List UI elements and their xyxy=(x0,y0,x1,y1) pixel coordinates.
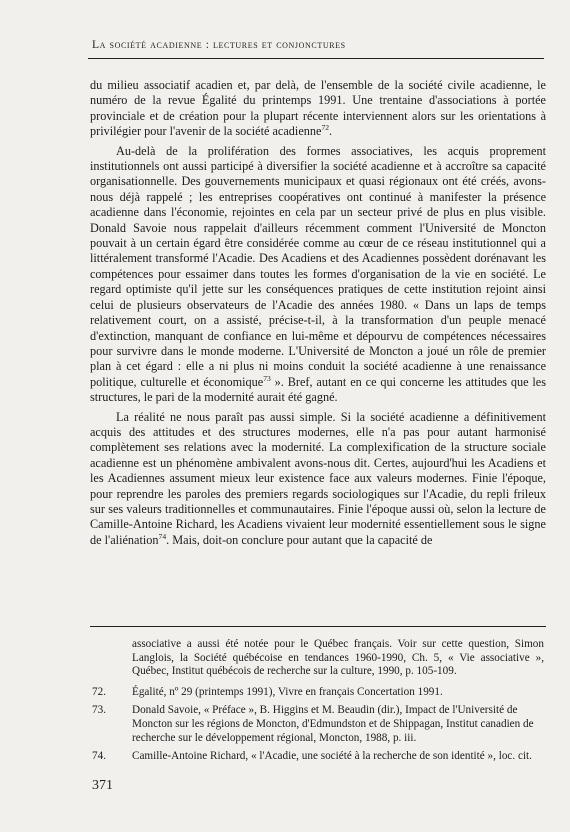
body-text xyxy=(90,78,546,552)
note-ref: 73 xyxy=(263,373,271,383)
footnote-text: Camille-Antoine Richard, « l'Acadie, une société à la recherche de son identité », loc. cit. xyxy=(132,750,532,763)
note-ref: 74 xyxy=(158,531,167,541)
footnotes xyxy=(92,638,544,769)
paragraph: La réalité ne nous paraît pas aussi simple. Si la société acadienne a définitivement acquis des attitudes et des structures modernes, elle n'a pas pour autant harmonisé complètement ses relations avec la modernité. La complexification de la structure sociale acadienne est un phénomène ambivalent avons-nous dit. Certes, aujourd'hui les Acadiens et les Acadiennes assument mieux leur existence face aux valeurs modernes. Finie l'époque, pour reprendre les paroles des premiers regards sociologiques sur l'Acadie, du repli frileux sur ses valeurs traditionnelles et communautaires. Finie l'époque aussi où, selon la lecture de Camille-Antoine Richard, les Acadiens vivaient leur modernité essentiellement sous le signe de l'aliénation$^{74}$. Mais, doit-on conclure pour autant que la capacité de xyxy=(90,409,546,547)
footnote xyxy=(92,704,544,745)
header-rule xyxy=(88,58,544,59)
footnote-text: Donald Savoie, « Préface », B. Higgins et M. Beaudin (dir.), Impact de l'Université de Moncton sur les régions de Moncton, d'Edmundston et de Shippagan, Institut canadien de recherche sur le développement régional, Moncton, 1988, p. iii. xyxy=(132,704,534,744)
page-number: 371 xyxy=(92,778,113,793)
note-ref: 72 xyxy=(321,123,330,133)
footnote-number: 73. xyxy=(92,704,106,717)
footnote-continuation: associative a aussi été notée pour le Québec français. Voir sur cette question, Simon Langlois, la Société québécoise en tendances 1960-1990, Ch. 5, « Vie associative », Québec, Institut québécois de recherche sur la culture, 1990, p. 105-109. xyxy=(132,638,544,678)
footnote-rule xyxy=(90,626,546,627)
footnote-text: Égalité, nº 29 (printemps 1991), Vivre en français Concertation 1991. xyxy=(132,685,443,698)
paragraph: du milieu associatif acadien et, par delà, de l'ensemble de la société civile acadienne, le numéro de la revue Égalité du printemps 1991. Une trentaine d'associations à portée provinciale et de création pour la plupart récente interviennent alors sur les orientations à privilégier pour l'avenir de la société acadienne$^{72}$. xyxy=(90,78,546,139)
footnote xyxy=(92,750,544,764)
footnote-number: 74. xyxy=(92,750,106,763)
running-header: La société acadienne : lectures et conjonctures xyxy=(92,38,346,51)
footnote-number: 72. xyxy=(92,685,106,698)
footnote xyxy=(92,686,544,700)
paragraph: Au-delà de la prolifération des formes associatives, les acquis proprement institutionnels ont aussi participé à diversifier la société acadienne et à accroître sa capacité organisationnelle. Des gouvernements municipaux et quasi régionaux ont été créés, avons-nous déjà rappelé ; les entreprises coopératives ont continué à manifester la présence acadienne dans l'économie, rejointes en cela par un secteur privé de plus en plus visible. Donald Savoie nous rappelait d'ailleurs récemment comment l'Université de Moncton pouvait à un certain égard être considérée comme au cœur de ce réseau institutionnel qui a littéralement transformé l'Acadie. Des Acadiens et des Acadiennes possèdent dorénavant les compétences pour essaimer dans toutes les formes d'organisation de la vie en société. Le regard optimiste qu'il jette sur les conséquences pratiques de cette institution rejoint ainsi celui de plusieurs observateurs de l'Acadie des années 1980. « Dans un laps de temps relativement court, on a assisté, précise-t-il, à la transformation d'un peuple menacé d'extinction, manquant de confiance en lui-même et dépourvu de compétences nécessaires pour survivre dans le monde moderne. L'Université de Moncton a joué un rôle de premier plan à cet égard : elle a ni plus ni moins conduit la société acadienne à une renaissance politique, culturelle et économique$^{73}$ ». Bref, autant en ce qui concerne les attitudes que les structures, le pari de la modernité aurait été gagné. xyxy=(90,143,546,405)
